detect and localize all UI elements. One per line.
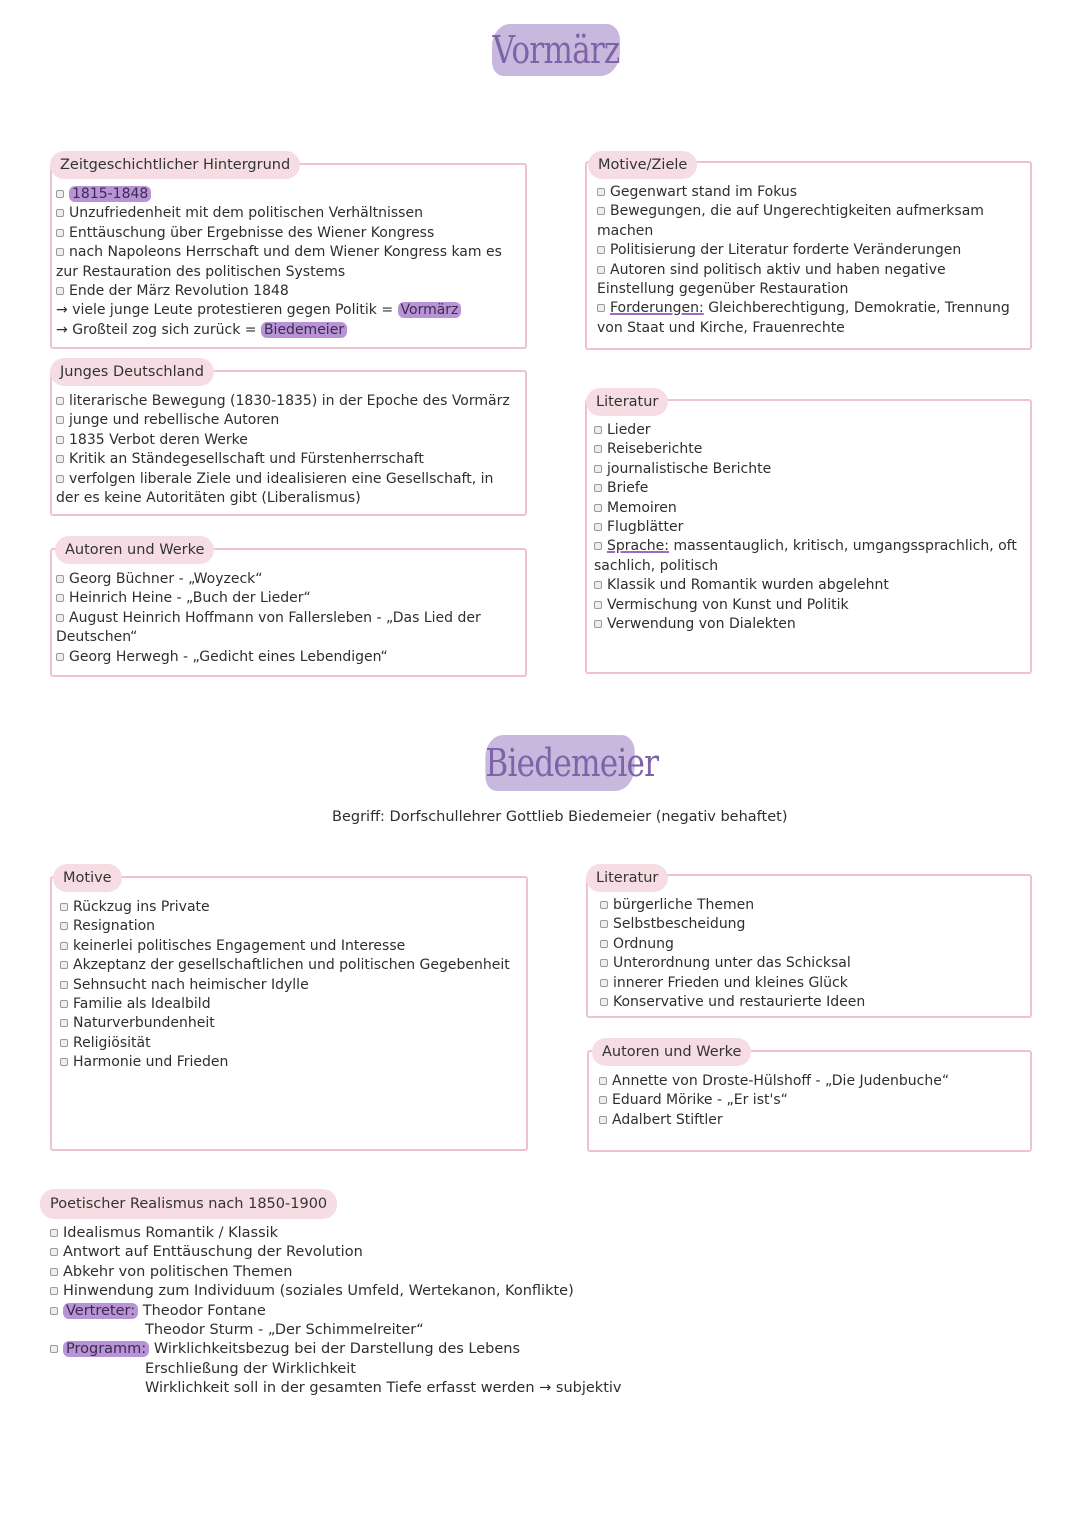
list-item: August Heinrich Hoffmann von Fallersleben - „Das Lied der Deutschen“	[56, 609, 481, 646]
heading-autoren-vormaerz: Autoren und Werke	[55, 536, 214, 564]
list-item: Rückzug ins Private	[60, 898, 522, 917]
list-item: Ordnung	[600, 935, 1026, 954]
list-item: Naturverbundenheit	[60, 1014, 522, 1033]
list-autoren-biedemeier	[599, 1072, 1026, 1130]
list-literatur-vormaerz	[594, 421, 1026, 634]
box-motive-ziele	[585, 161, 1032, 350]
list-item: Verwendung von Dialekten	[594, 615, 1026, 634]
list-item: Georg Herwegh - „Gedicht eines Lebendigen“	[56, 648, 521, 667]
heading-hintergrund: Zeitgeschichtlicher Hintergrund	[50, 151, 300, 179]
list-item: Hinwendung zum Individuum (soziales Umfeld, Wertekanon, Konflikte)	[50, 1282, 670, 1301]
list-item: keinerlei politisches Engagement und Interesse	[60, 937, 522, 956]
list-item: Vermischung von Kunst und Politik	[594, 596, 1026, 615]
list-item: Memoiren	[594, 499, 1026, 518]
list-autoren-vormaerz	[56, 570, 521, 667]
heading-junges-deutschland: Junges Deutschland	[50, 358, 214, 386]
box-hintergrund	[50, 163, 527, 349]
heading-motive-ziele: Motive/Ziele	[588, 151, 697, 179]
list-item: junge und rebellische Autoren	[56, 411, 521, 430]
title-vormaerz: Vormärz	[492, 24, 620, 76]
vertreter-label: Vertreter:	[63, 1303, 138, 1319]
list-item: literarische Bewegung (1830-1835) in der Epoche des Vormärz	[56, 392, 521, 411]
list-item: Harmonie und Frieden	[60, 1053, 522, 1072]
list-item: Heinrich Heine - „Buch der Lieder“	[56, 589, 521, 608]
list-motive-biedemeier	[60, 898, 522, 1073]
list-item: Religiösität	[60, 1034, 522, 1053]
list-item: bürgerliche Themen	[600, 896, 1026, 915]
list-motive-ziele	[597, 183, 1026, 338]
list-item: verfolgen liberale Ziele und idealisieren eine Gesellschaft, in der es keine Autoritäten gibt (Liberalismus)	[56, 470, 494, 507]
list-item: Ende der März Revolution 1848	[56, 282, 521, 301]
box-motive-biedemeier	[50, 876, 528, 1151]
list-item: → Großteil zog sich zurück = Biedemeier	[56, 321, 521, 340]
list-item: Reiseberichte	[594, 440, 1026, 459]
list-item: Idealismus Romantik / Klassik	[50, 1224, 670, 1243]
list-item: Georg Büchner - „Woyzeck“	[56, 570, 521, 589]
list-item: Politisierung der Literatur forderte Veränderungen	[597, 241, 1026, 260]
list-item: Erschließung der Wirklichkeit	[145, 1360, 356, 1377]
list-item: 1815-1848	[56, 185, 521, 204]
heading-literatur-vormaerz: Literatur	[586, 388, 668, 416]
list-item: Familie als Idealbild	[60, 995, 522, 1014]
list-item: Resignation	[60, 917, 522, 936]
box-junges-deutschland	[50, 370, 527, 516]
list-item: Theodor Sturm - „Der Schimmelreiter“	[145, 1322, 424, 1339]
list-item: journalistische Berichte	[594, 460, 1026, 479]
list-item: Kritik an Ständegesellschaft und Fürstenherrschaft	[56, 450, 521, 469]
list-literatur-biedemeier	[600, 896, 1026, 1012]
list-item: Klassik und Romantik wurden abgelehnt	[594, 576, 1026, 595]
list-item: innerer Frieden und kleines Glück	[600, 974, 1026, 993]
list-item: → viele junge Leute protestieren gegen Politik = Vormärz	[56, 301, 521, 320]
list-item: Antwort auf Enttäuschung der Revolution	[50, 1243, 670, 1262]
list-item: Enttäuschung über Ergebnisse des Wiener Kongress	[56, 224, 521, 243]
heading-realismus: Poetischer Realismus nach 1850-1900	[40, 1189, 337, 1219]
heading-motive-biedemeier: Motive	[53, 864, 122, 892]
list-item: Unterordnung unter das Schicksal	[600, 954, 1026, 973]
list-item: Adalbert Stiftler	[599, 1111, 1026, 1130]
list-hintergrund	[56, 185, 521, 340]
heading-literatur-biedemeier: Literatur	[586, 864, 668, 892]
programm-label: Programm:	[63, 1341, 149, 1357]
box-autoren-vormaerz	[50, 548, 527, 677]
list-item: Selbstbescheidung	[600, 915, 1026, 934]
list-item: Bewegungen, die auf Ungerechtigkeiten aufmerksam machen	[597, 203, 984, 239]
list-item: Sehnsucht nach heimischer Idylle	[60, 976, 522, 995]
list-item: nach Napoleons Herrschaft und dem Wiener Kongress kam es zur Restauration des politischen Systems	[56, 244, 502, 280]
list-item: 1835 Verbot deren Werke	[56, 431, 521, 450]
list-item: Unzufriedenheit mit dem politischen Verhältnissen	[56, 204, 521, 223]
box-literatur-vormaerz	[585, 399, 1032, 674]
list-item: Flugblätter	[594, 518, 1026, 537]
list-junges-deutschland	[56, 392, 521, 508]
list-item: Programm: Wirklichkeitsbezug bei der Darstellung des Lebens	[50, 1340, 670, 1359]
list-item: Konservative und restaurierte Ideen	[600, 993, 1026, 1012]
list-item: Gegenwart stand im Fokus	[597, 183, 1026, 202]
box-literatur-biedemeier	[586, 874, 1032, 1018]
title-biedemeier: Biedemeier	[485, 735, 634, 791]
list-item: Akzeptanz der gesellschaftlichen und politischen Gegebenheit	[60, 956, 522, 975]
list-item: Autoren sind politisch aktiv und haben negative Einstellung gegenüber Restauration	[597, 261, 946, 298]
heading-autoren-biedemeier: Autoren und Werke	[592, 1038, 751, 1066]
list-item: Annette von Droste-Hülshoff - „Die Judenbuche“	[599, 1072, 1026, 1091]
list-item: Forderungen: Gleichberechtigung, Demokratie, Trennung von Staat und Kirche, Frauenrechte	[597, 300, 1010, 336]
list-item: Wirklichkeit soll in der gesamten Tiefe erfasst werden → subjektiv	[145, 1380, 622, 1397]
list-item: Eduard Mörike - „Er ist's“	[599, 1091, 1026, 1110]
begriff-text: Begriff: Dorfschullehrer Gottlieb Biedemeier (negativ behaftet)	[332, 809, 788, 825]
list-item: Vertreter: Theodor Fontane	[50, 1302, 670, 1321]
list-realismus	[50, 1224, 670, 1399]
list-item: Sprache: massentauglich, kritisch, umgangssprachlich, oft sachlich, politisch	[594, 538, 1017, 574]
list-item: Briefe	[594, 479, 1026, 498]
list-item: Abkehr von politischen Themen	[50, 1263, 670, 1282]
list-item: Lieder	[594, 421, 1026, 440]
